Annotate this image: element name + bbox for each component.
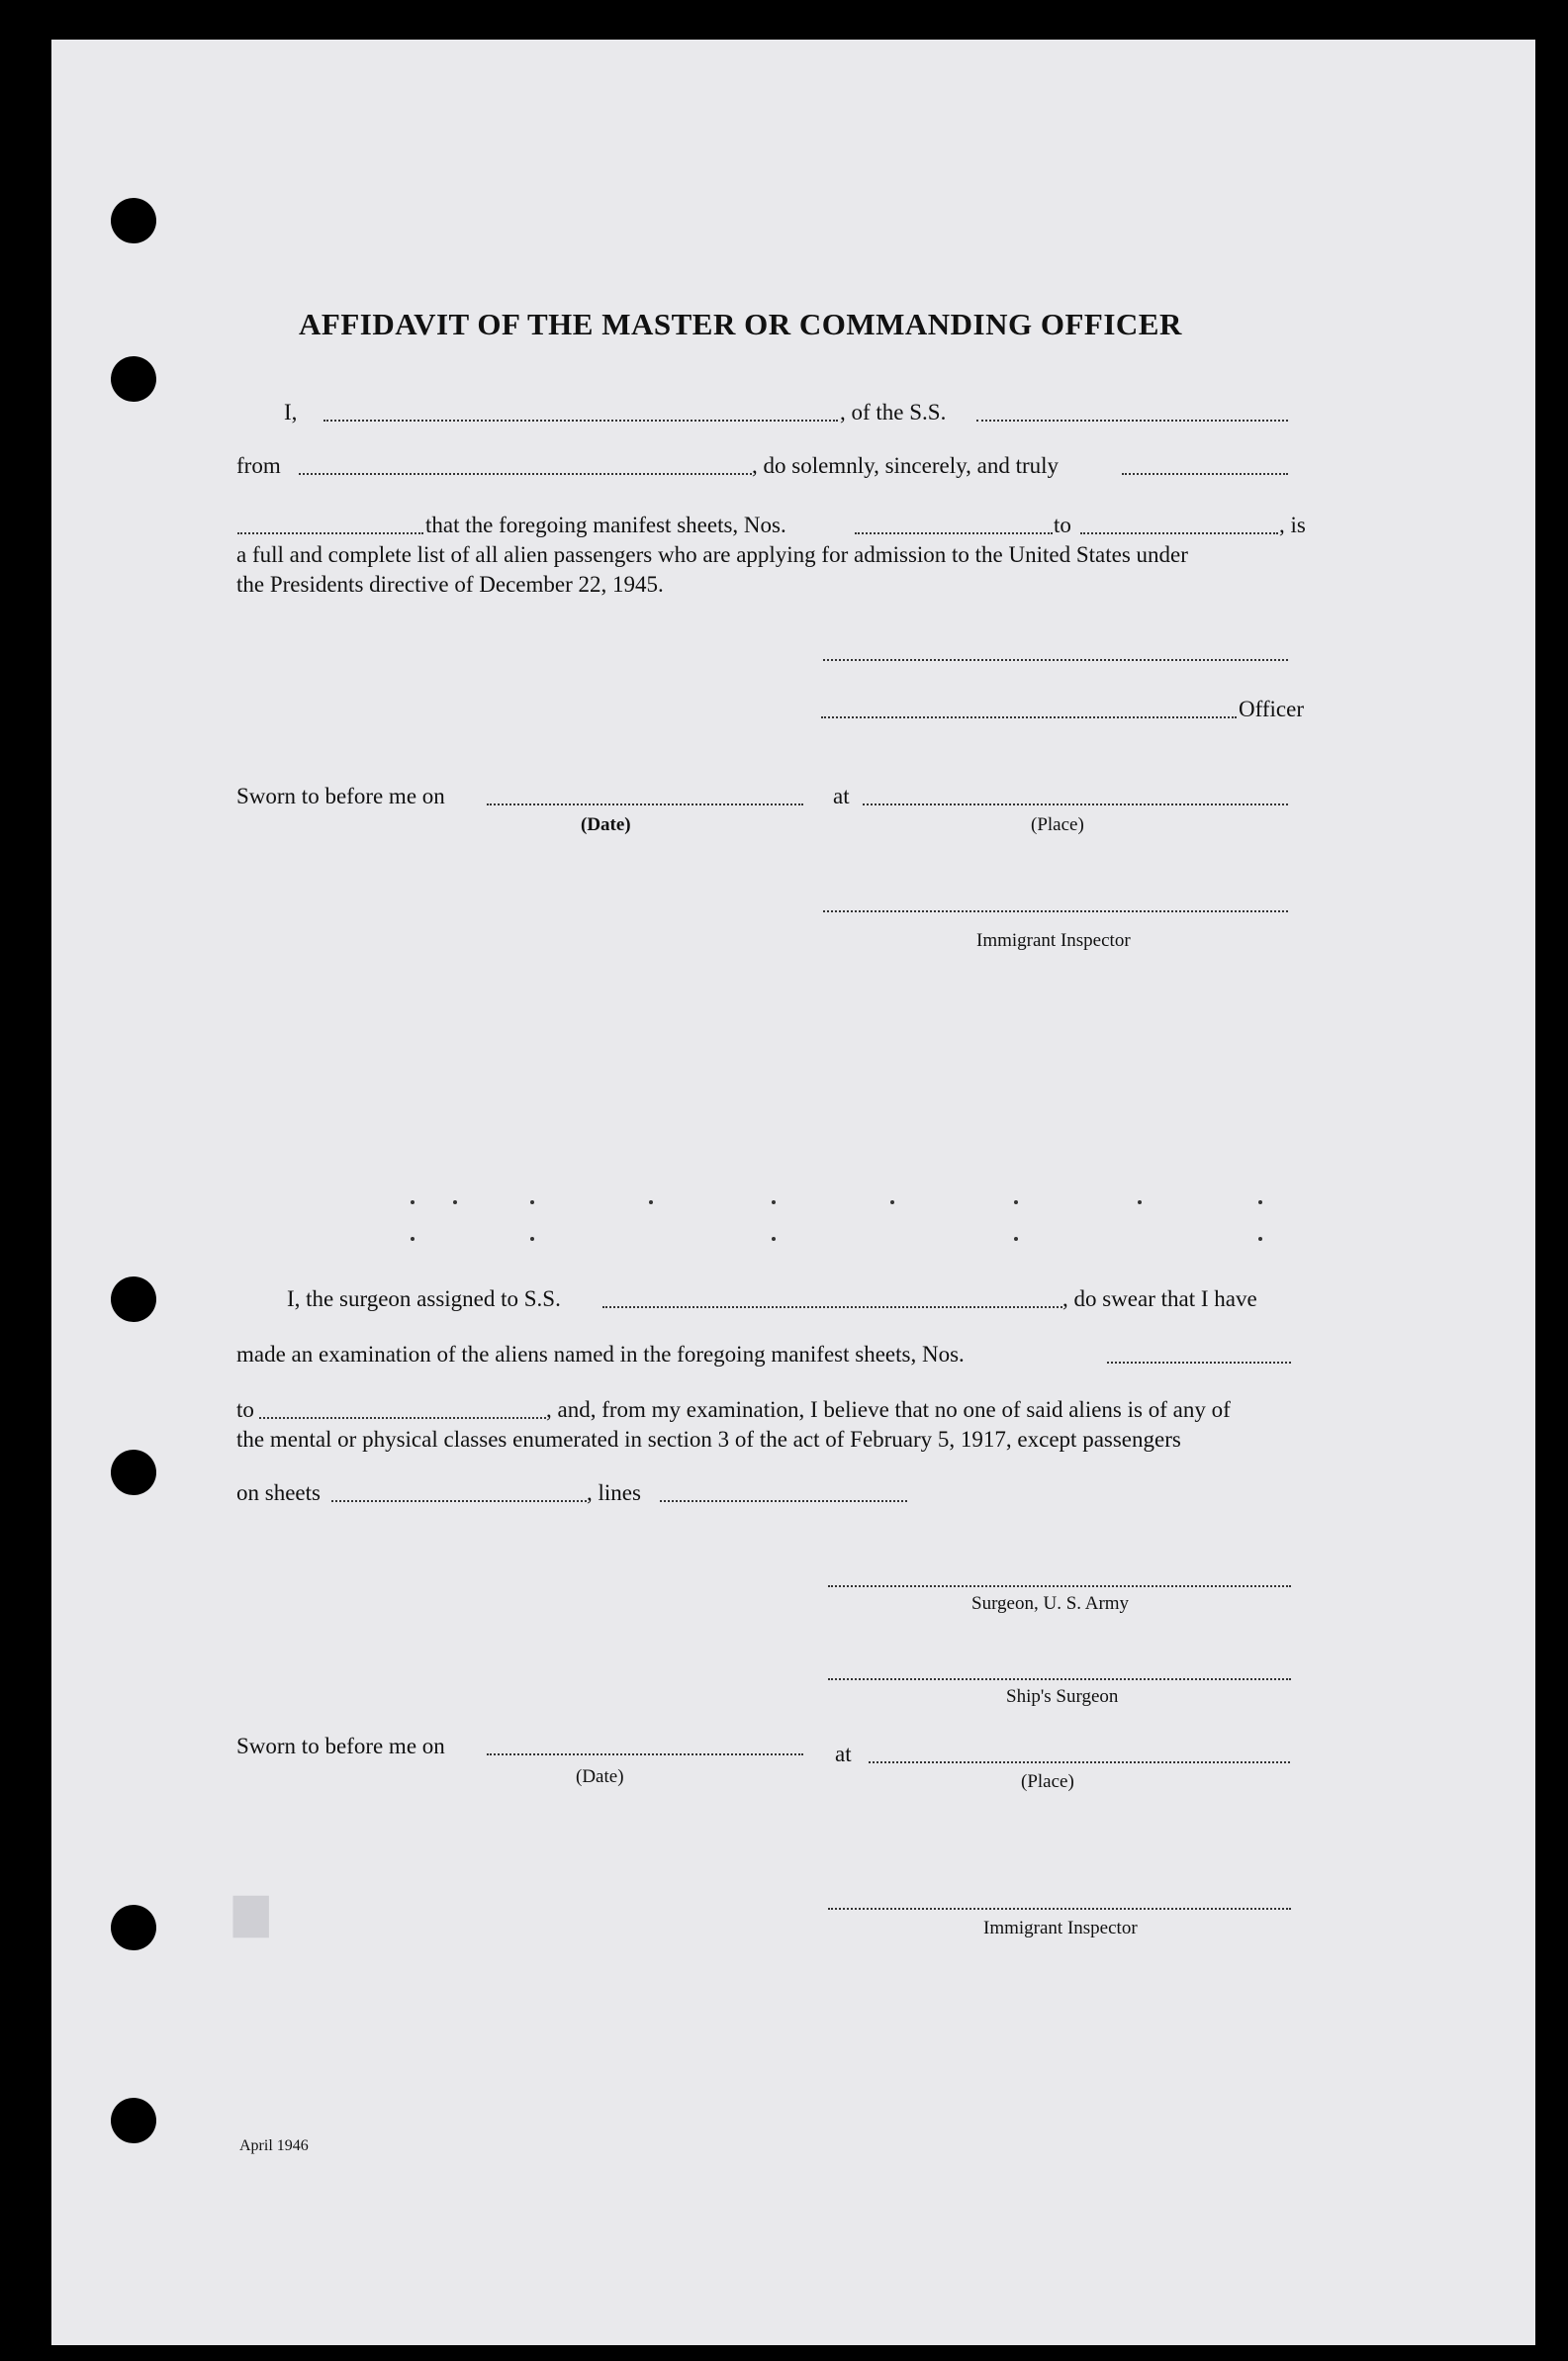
form-title: AFFIDAVIT OF THE MASTER OR COMMANDING OFFICER [299,307,1182,341]
surgeon-lines-field[interactable] [660,1500,907,1502]
master-from-field[interactable] [299,473,752,475]
manifest-to-field[interactable] [1080,532,1278,534]
master-name-field[interactable] [323,420,838,422]
scan-speck [890,1200,894,1204]
scan-speck [1014,1237,1018,1241]
officer-signature-line-2[interactable] [821,716,1237,718]
manifest-from-field[interactable] [855,532,1053,534]
scan-speck [772,1237,776,1241]
form-edition-date: April 1946 [239,2137,309,2154]
ships-surgeon-signature-line[interactable] [828,1678,1291,1680]
master-to: to [1054,513,1071,537]
master-i: I, [284,400,298,425]
officer-signature-line-1[interactable] [823,659,1288,661]
surgeon-line3: , and, from my examination, I believe that no one of said aliens is of any of [546,1397,1231,1422]
scan-speck [1258,1200,1262,1204]
punch-hole [111,356,156,402]
master-inspector-signature-line[interactable] [823,910,1288,912]
show-through-stamp: ██ [234,1895,268,1938]
surgeon-to: to [236,1397,254,1422]
master-of-ss: , of the S.S. [840,400,947,425]
surgeon-inspector-signature-line[interactable] [828,1908,1291,1910]
punch-hole [111,1905,156,1950]
scan-speck [411,1237,415,1241]
surgeon-line1: I, the surgeon assigned to S.S. [287,1286,561,1311]
surgeon-inspector-label: Immigrant Inspector [983,1918,1138,1938]
surgeon-line4: the mental or physical classes enumerated in section 3 of the act of February 5, 1917, except passengers [236,1427,1181,1452]
scan-speck [1138,1200,1142,1204]
master-place-label: (Place) [1031,814,1084,835]
scan-speck [772,1200,776,1204]
surgeon-date-label: (Date) [576,1766,624,1787]
surgeon-at: at [835,1742,852,1766]
ships-surgeon-label: Ship's Surgeon [1006,1686,1119,1707]
scan-speck [1258,1237,1262,1241]
master-manifest-text: that the foregoing manifest sheets, Nos. [425,513,786,537]
surgeon-line1-end: , do swear that I have [1062,1286,1257,1311]
scan-speck [453,1200,457,1204]
master-ship-field[interactable] [976,420,1288,422]
master-line5: the Presidents directive of December 22, 1945. [236,572,664,597]
surgeon-manifest-from-field[interactable] [1107,1362,1291,1364]
surgeon-sheets: on sheets [236,1480,321,1505]
master-inspector-label: Immigrant Inspector [976,930,1131,951]
surgeon-manifest-to-field[interactable] [259,1417,546,1419]
scan-speck [530,1237,534,1241]
surgeon-sworn-date-field[interactable] [487,1753,803,1755]
surgeon-ship-field[interactable] [602,1306,1062,1308]
surgeon-lines: , lines [587,1480,641,1505]
surgeon-sworn-place-field[interactable] [869,1761,1290,1763]
scan-speck [411,1200,415,1204]
scan-speck [530,1200,534,1204]
surgeon-place-label: (Place) [1021,1771,1074,1792]
master-oath-field[interactable] [237,532,423,534]
form-page [51,40,1535,2345]
master-swear: , do solemnly, sincerely, and truly [752,453,1060,478]
master-is: , is [1279,513,1306,537]
officer-label: Officer [1239,697,1304,721]
punch-hole [111,2098,156,2143]
master-sworn-date-field[interactable] [487,803,803,805]
master-at: at [833,784,850,808]
surgeon-sworn-text: Sworn to before me on [236,1734,445,1758]
master-sworn-place-field[interactable] [863,803,1288,805]
army-surgeon-signature-line[interactable] [828,1585,1291,1587]
scan-speck [1014,1200,1018,1204]
master-swear-field[interactable] [1122,473,1288,475]
punch-hole [111,198,156,243]
master-line4: a full and complete list of all alien passengers who are applying for admission to the United States under [236,542,1188,567]
punch-hole [111,1276,156,1322]
scan-speck [649,1200,653,1204]
surgeon-line2: made an examination of the aliens named in the foregoing manifest sheets, Nos. [236,1342,965,1367]
master-date-label: (Date) [581,814,631,835]
surgeon-sheets-field[interactable] [331,1500,587,1502]
army-surgeon-label: Surgeon, U. S. Army [971,1593,1130,1614]
punch-hole [111,1450,156,1495]
master-from: from [236,453,281,478]
master-sworn-text: Sworn to before me on [236,784,445,808]
